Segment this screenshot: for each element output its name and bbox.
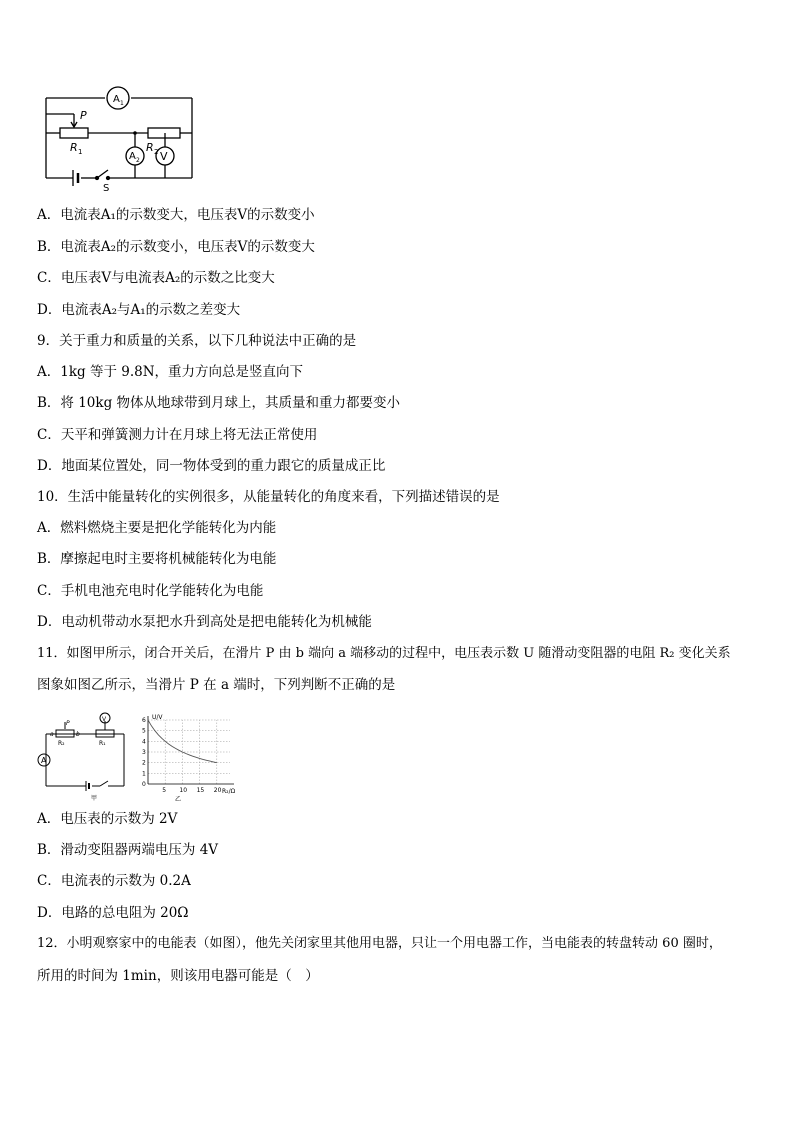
fig2-label-r1: R₁ <box>99 740 106 747</box>
fig2-ytick-label: 3 <box>142 749 146 756</box>
fig2-ylabel: U/V <box>152 714 163 721</box>
fig2-xtick-label: 10 <box>179 787 188 794</box>
r1-label: R <box>70 141 78 154</box>
q12-stem-line1: 12．小明观察家中的电能表（如图），他先关闭家里其他用电器，只让一个用电器工作，当电能表的转盘转动 60 圈时， <box>37 936 722 951</box>
q10-option-c: C．手机电池充电时化学能转化为电能 <box>37 583 264 599</box>
switch-label: S <box>103 183 110 194</box>
fig2-voltmeter-label: V <box>102 716 107 723</box>
fig2-xtick-label: 15 <box>196 787 205 794</box>
q9-option-d: D．地面某位置处，同一物体受到的重力跟它的质量成正比 <box>37 458 386 474</box>
q11-option-d: D．电路的总电阻为 20Ω <box>37 905 189 921</box>
ammeter-a2-sub: 2 <box>136 157 140 164</box>
q8-option-c: C．电压表Ⅴ与电流表A₂的示数之比变大 <box>37 270 275 286</box>
fig2-ytick-label: 4 <box>142 738 146 746</box>
r2-label: R <box>146 141 154 154</box>
fig2-caption-left: 甲 <box>91 795 98 802</box>
r1-sub: 1 <box>78 148 83 156</box>
q11-stem-line2: 图象如图乙所示，当滑片 P 在 a 端时，下列判断不正确的是 <box>37 677 396 693</box>
q10-option-b: B．摩擦起电时主要将机械能转化为电能 <box>37 551 277 567</box>
q11-option-b: B．滑动变阻器两端电压为 4V <box>37 842 219 858</box>
fig2-ytick-label: 1 <box>142 770 146 778</box>
q11-option-c: C．电流表的示数为 0.2A <box>37 873 191 889</box>
fig2-xtick-label: 5 <box>162 787 167 794</box>
circuit-graph-figure-2 <box>36 710 246 805</box>
fig2-label-r2: R₂ <box>58 740 65 747</box>
q10-stem: 10．生活中能量转化的实例很多，从能量转化的角度来看，下列描述错误的是 <box>37 489 500 505</box>
fig2-ytick-label: 0 <box>142 781 146 788</box>
q10-option-a: A．燃料燃烧主要是把化学能转化为内能 <box>37 520 277 536</box>
fig2-ytick-label: 6 <box>142 717 146 724</box>
ammeter-a1-sub: 1 <box>120 100 124 107</box>
fig2-label-p: P <box>66 720 70 727</box>
q9-option-a: A．1kg 等于 9.8N，重力方向总是竖直向下 <box>37 364 304 380</box>
fig2-ytick-label: 2 <box>142 759 146 767</box>
q8-option-b: B．电流表A₂的示数变小，电压表Ⅴ的示数变大 <box>37 239 315 255</box>
fig2-graph <box>142 714 236 803</box>
q9-option-c: C．天平和弹簧测力计在月球上将无法正常使用 <box>37 427 318 443</box>
q11-option-a: A．电压表的示数为 2V <box>37 811 178 827</box>
q9-stem: 9．关于重力和质量的关系，以下几种说法中正确的是 <box>37 333 357 349</box>
q9-option-b: B．将 10kg 物体从地球带到月球上，其质量和重力都要变小 <box>37 395 401 411</box>
ammeter-a2-label: A <box>129 151 136 162</box>
fig2-ytick-label: 5 <box>142 727 146 735</box>
slider-label: P <box>80 109 87 122</box>
fig2-label-b: b <box>76 731 80 738</box>
fig2-ammeter-label: A <box>41 756 47 765</box>
q8-option-a: A．电流表A₁的示数变大，电压表Ⅴ的示数变小 <box>37 207 315 223</box>
circuit-diagram-1 <box>40 84 210 194</box>
ammeter-a1-label: A <box>113 94 120 105</box>
q8-option-d: D．电流表A₂与A₁的示数之差变大 <box>37 302 241 318</box>
voltmeter-label: V <box>160 150 168 163</box>
fig2-caption: 乙 <box>175 796 182 803</box>
q12-stem-line2: 所用的时间为 1min，则该用电器可能是（ ） <box>37 968 319 984</box>
fig2-xlabel: R₂/Ω <box>222 788 236 795</box>
fig2-label-a: a <box>50 731 54 738</box>
r2-sub: 2 <box>154 148 159 156</box>
q10-option-d: D．电动机带动水泵把水升到高处是把电能转化为机械能 <box>37 614 372 630</box>
q11-stem-line1: 11．如图甲所示，闭合开关后，在滑片 P 由 b 端向 a 端移动的过程中，电压表示数 U 随滑动变阻器的电阻 R₂ 变化关系 <box>37 646 731 661</box>
fig2-xtick-label: 20 <box>213 787 222 794</box>
